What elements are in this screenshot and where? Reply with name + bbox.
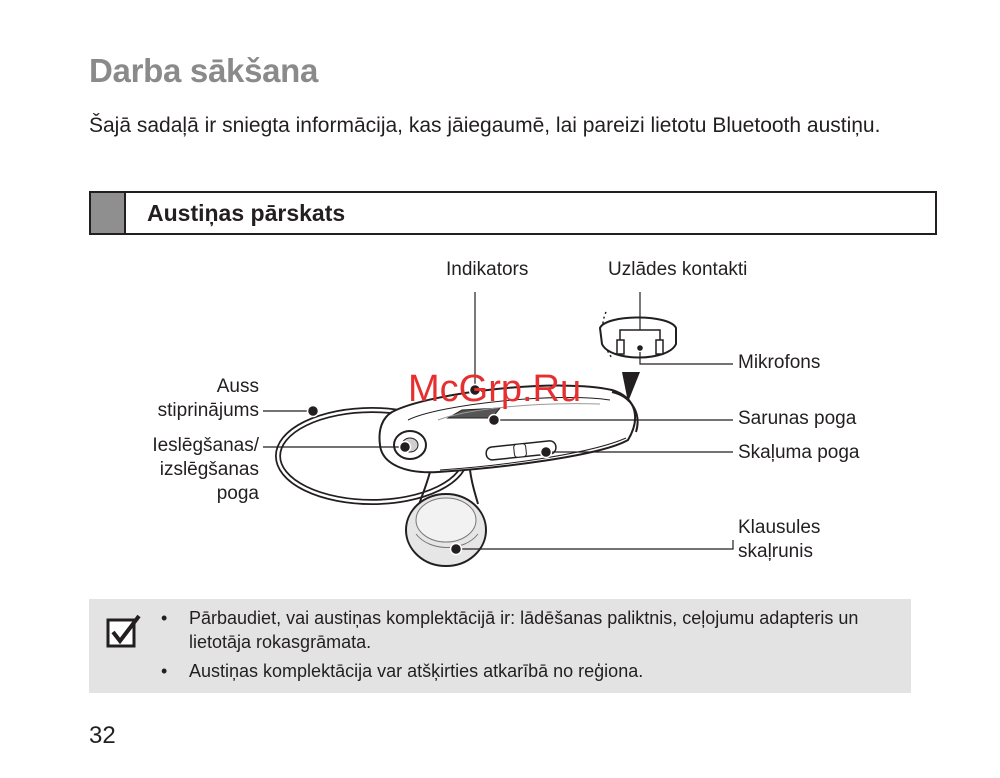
label-talk-button: Sarunas poga [738, 408, 857, 429]
label-power-button [120, 434, 259, 506]
label-ear-hook-line2: stiprinājums [157, 400, 259, 421]
watermark: McGrp.Ru [408, 368, 582, 410]
label-power-line2: izslēgšanas [159, 459, 259, 480]
contacts-inset [600, 318, 676, 358]
note-box [89, 599, 911, 693]
page-number: 32 [89, 722, 116, 749]
note-item [161, 659, 901, 683]
label-ear-hook-line1: Auss [216, 376, 259, 397]
label-ear-hook [120, 375, 259, 423]
label-speaker-line2: skaļrunis [738, 541, 813, 562]
note-text: Austiņas komplektācija var atšķirties atkarībā no reģiona. [189, 661, 644, 681]
intro-paragraph: Šajā sadaļā ir sniegta informācija, kas jāiegaumē, lai pareizi lietotu Bluetooth austiņu. [89, 114, 881, 137]
checkbox-check-icon [106, 614, 142, 648]
section-title: Austiņas pārskats [147, 200, 346, 226]
label-indicator: Indikators [446, 259, 529, 280]
page-title: Darba sākšana [89, 52, 319, 89]
bullet: • [161, 608, 168, 628]
label-volume-button: Skaļuma poga [738, 442, 860, 463]
label-microphone: Mikrofons [738, 352, 821, 373]
note-item [161, 606, 901, 654]
label-power-line3: poga [216, 483, 259, 504]
label-speaker [738, 516, 820, 564]
note-list [161, 606, 901, 688]
label-charging-contacts: Uzlādes kontakti [608, 259, 748, 280]
note-text: Pārbaudiet, vai austiņas komplektācijā ir: lādēšanas paliktnis, ceļojumu adapteris un lietotāja rokasgrāmata. [189, 608, 859, 652]
label-speaker-line1: Klausules [738, 517, 821, 538]
bullet: • [161, 661, 168, 681]
label-power-line1: Ieslēgšanas/ [152, 435, 259, 456]
